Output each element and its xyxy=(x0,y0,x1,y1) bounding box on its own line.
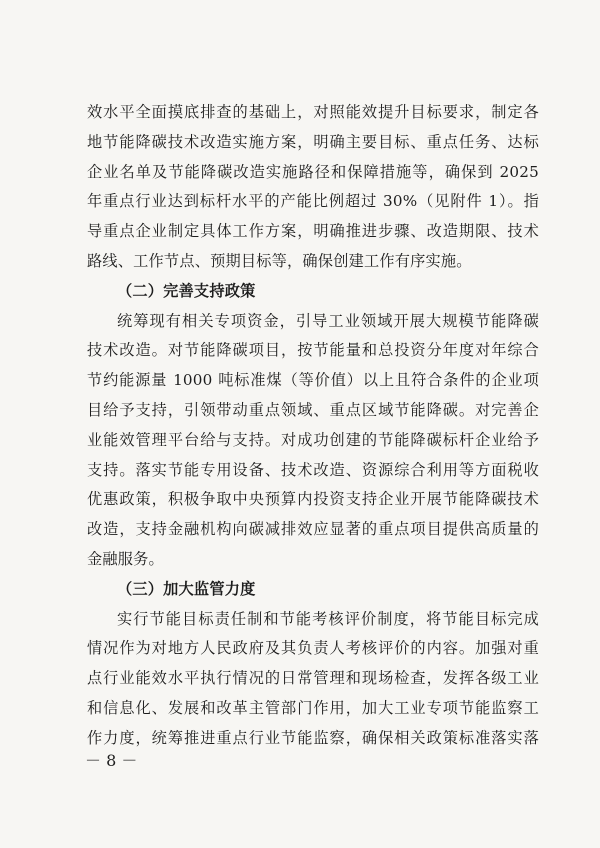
text-line: 节约能源量 1000 吨标准煤（等价值）以上且符合条件的企业项 xyxy=(87,371,539,390)
text-line: 作力度，统筹推进重点行业节能监察，确保相关政策标准落实落 xyxy=(87,728,539,747)
text-line: 导重点企业制定具体工作方案，明确推进步骤、改造期限、技术 xyxy=(87,222,539,241)
page-number: － 8 － xyxy=(85,751,138,770)
text-line: 改造，支持金融机构向碳减排效应显著的重点项目提供高质量的 xyxy=(87,520,539,539)
text-line: 情况作为对地方人民政府及其负责人考核评价的内容。加强对重 xyxy=(87,639,539,658)
text-line: 业能效管理平台给与支持。对成功创建的节能降碳标杆企业给予 xyxy=(87,430,539,449)
text-line: 地节能降碳技术改造实施方案，明确主要目标、重点任务、达标 xyxy=(87,132,539,151)
text-line: 路线、工作节点、预期目标等，确保创建工作有序实施。 xyxy=(87,251,472,270)
text-line: 企业名单及节能降碳改造实施路径和保障措施等，确保到 2025 xyxy=(87,162,539,181)
text-line: 目给予支持，引领带动重点领域、重点区域节能降碳。对完善企 xyxy=(87,400,539,419)
document-body xyxy=(87,98,539,754)
text-line: 金融服务。 xyxy=(87,549,164,568)
text-line: 统筹现有相关专项资金，引导工业领域开展大规模节能降碳 xyxy=(117,311,539,330)
text-line: 优惠政策，积极争取中央预算内投资支持企业开展节能降碳技术 xyxy=(87,490,539,509)
section-heading: （三）加大监管力度 xyxy=(117,579,256,598)
text-line: 年重点行业达到标杆水平的产能比例超过 30%（见附件 1）。指 xyxy=(87,192,539,211)
text-line: 支持。落实节能专用设备、技术改造、资源综合利用等方面税收 xyxy=(87,460,539,479)
text-line: 技术改造。对节能降碳项目，按节能量和总投资分年度对年综合 xyxy=(87,341,539,360)
text-line: 实行节能目标责任制和节能考核评价制度，将节能目标完成 xyxy=(117,609,539,628)
text-line: 和信息化、发展和改革主管部门作用，加大工业专项节能监察工 xyxy=(87,698,539,717)
text-line: 效水平全面摸底排查的基础上，对照能效提升目标要求，制定各 xyxy=(87,103,539,121)
text-line: 点行业能效水平执行情况的日常管理和现场检查，发挥各级工业 xyxy=(87,669,539,688)
section-heading: （二）完善支持政策 xyxy=(117,281,256,300)
